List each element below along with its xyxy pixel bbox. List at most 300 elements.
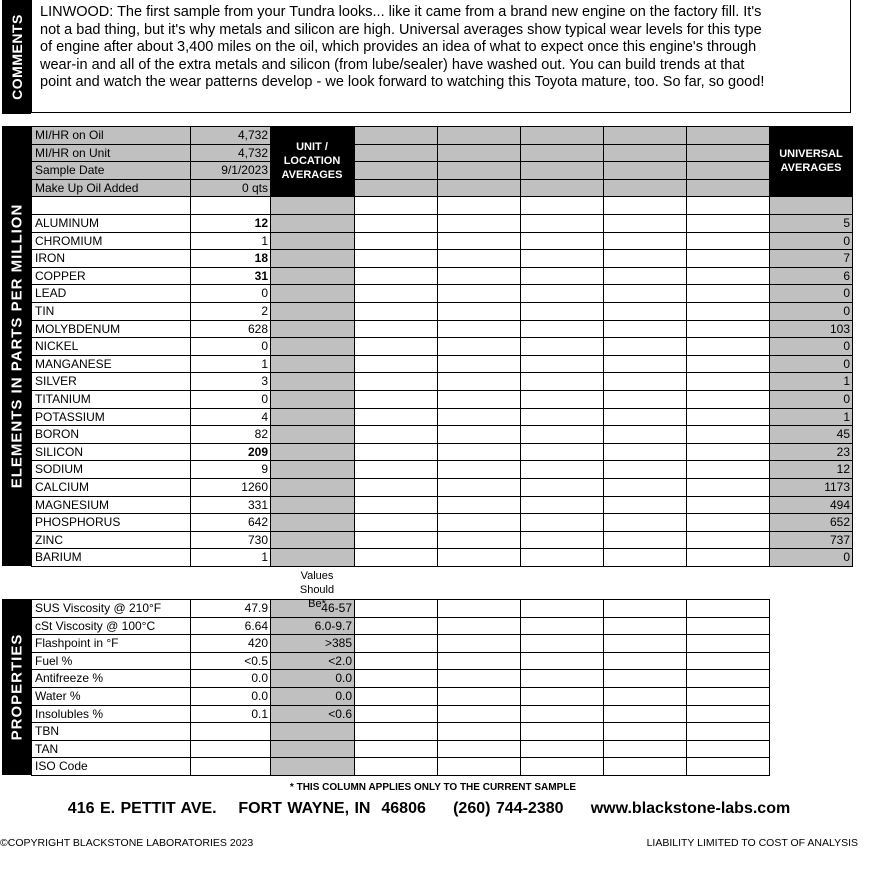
history-cell xyxy=(520,126,604,145)
history-cell xyxy=(686,548,770,567)
footnote: * THIS COLUMN APPLIES ONLY TO THE CURRENT SAMPLE xyxy=(289,782,577,793)
unit-average-cell xyxy=(270,320,355,339)
element-name: ZINC xyxy=(31,531,191,550)
property-should-be: >385 xyxy=(270,634,355,653)
history-cell xyxy=(686,249,770,268)
history-cell xyxy=(686,232,770,251)
element-value: 12 xyxy=(190,214,271,233)
history-cell xyxy=(437,496,521,515)
history-cell xyxy=(437,372,521,391)
element-name: BARIUM xyxy=(31,548,191,567)
history-cell xyxy=(520,390,604,409)
universal-average-value: 737 xyxy=(769,531,853,550)
history-cell xyxy=(437,531,521,550)
history-cell xyxy=(520,687,604,706)
element-name: NICKEL xyxy=(31,337,191,356)
header-row-label: MI/HR on Unit xyxy=(31,144,191,163)
blank-row-cell xyxy=(190,196,271,215)
history-cell xyxy=(686,687,770,706)
history-cell xyxy=(437,390,521,409)
element-name: POTASSIUM xyxy=(31,408,191,427)
history-cell xyxy=(603,161,687,180)
property-name: ISO Code xyxy=(31,757,191,776)
history-cell xyxy=(686,284,770,303)
element-value: 82 xyxy=(190,425,271,444)
history-cell xyxy=(354,232,438,251)
history-cell xyxy=(354,214,438,233)
history-cell xyxy=(354,249,438,268)
history-cell xyxy=(603,337,687,356)
unit-average-cell xyxy=(270,355,355,374)
element-name: MOLYBDENUM xyxy=(31,320,191,339)
element-value: 2 xyxy=(190,302,271,321)
history-cell xyxy=(603,460,687,479)
history-cell xyxy=(686,496,770,515)
history-cell xyxy=(520,320,604,339)
history-cell xyxy=(354,513,438,532)
unit-average-cell xyxy=(270,267,355,286)
history-cell xyxy=(603,302,687,321)
unit-average-cell xyxy=(270,337,355,356)
history-cell xyxy=(686,425,770,444)
history-cell xyxy=(520,249,604,268)
history-cell xyxy=(520,740,604,759)
history-cell xyxy=(354,757,438,776)
history-cell xyxy=(520,460,604,479)
unit-average-cell xyxy=(270,302,355,321)
history-cell xyxy=(686,478,770,497)
universal-average-value: 0 xyxy=(769,390,853,409)
history-cell xyxy=(354,355,438,374)
element-value: 209 xyxy=(190,443,271,462)
history-cell xyxy=(354,634,438,653)
unit-average-cell xyxy=(270,249,355,268)
element-value: 331 xyxy=(190,496,271,515)
history-cell xyxy=(520,496,604,515)
history-cell xyxy=(603,705,687,724)
property-should-be: <0.6 xyxy=(270,705,355,724)
history-cell xyxy=(437,284,521,303)
history-cell xyxy=(603,284,687,303)
history-cell xyxy=(686,705,770,724)
history-cell xyxy=(686,267,770,286)
history-cell xyxy=(603,634,687,653)
unit-average-cell xyxy=(270,214,355,233)
properties-side-label: PROPERTIES xyxy=(2,599,31,775)
history-cell xyxy=(437,196,521,215)
history-cell xyxy=(354,126,438,145)
history-cell xyxy=(686,740,770,759)
history-cell xyxy=(603,372,687,391)
history-cell xyxy=(354,740,438,759)
property-name: Fuel % xyxy=(31,652,191,671)
property-should-be: 0.0 xyxy=(270,669,355,688)
history-cell xyxy=(354,443,438,462)
history-cell xyxy=(603,513,687,532)
element-value: 4 xyxy=(190,408,271,427)
history-cell xyxy=(354,669,438,688)
history-cell xyxy=(437,126,521,145)
property-name: TAN xyxy=(31,740,191,759)
history-cell xyxy=(520,161,604,180)
property-value: 420 xyxy=(190,634,271,653)
header-row-value: 9/1/2023 xyxy=(190,161,271,180)
history-cell xyxy=(520,599,604,618)
property-name: TBN xyxy=(31,722,191,741)
history-cell xyxy=(520,478,604,497)
history-cell xyxy=(437,337,521,356)
history-cell xyxy=(437,408,521,427)
universal-average-value: 0 xyxy=(769,548,853,567)
element-value: 18 xyxy=(190,249,271,268)
unit-average-cell xyxy=(270,548,355,567)
history-cell xyxy=(603,652,687,671)
copyright: ©COPYRIGHT BLACKSTONE LABORATORIES 2023 xyxy=(0,837,254,849)
history-cell xyxy=(603,425,687,444)
property-should-be: <2.0 xyxy=(270,652,355,671)
property-value: 0.0 xyxy=(190,687,271,706)
history-cell xyxy=(354,284,438,303)
history-cell xyxy=(520,337,604,356)
history-cell xyxy=(686,669,770,688)
unit-average-cell xyxy=(270,284,355,303)
element-name: SILVER xyxy=(31,372,191,391)
history-cell xyxy=(603,267,687,286)
history-cell xyxy=(686,634,770,653)
universal-average-value: 652 xyxy=(769,513,853,532)
history-cell xyxy=(437,652,521,671)
history-cell xyxy=(437,214,521,233)
history-cell xyxy=(520,548,604,567)
unit-average-cell xyxy=(270,408,355,427)
history-cell xyxy=(603,740,687,759)
element-value: 0 xyxy=(190,337,271,356)
universal-average-value: 0 xyxy=(769,284,853,303)
history-cell xyxy=(520,634,604,653)
universal-average-value: 0 xyxy=(769,302,853,321)
history-cell xyxy=(686,196,770,215)
property-value: 6.64 xyxy=(190,617,271,636)
element-name: SODIUM xyxy=(31,460,191,479)
unit-average-cell xyxy=(270,513,355,532)
header-row-value: 4,732 xyxy=(190,126,271,145)
element-value: 730 xyxy=(190,531,271,550)
history-cell xyxy=(437,617,521,636)
property-value: 0.0 xyxy=(190,669,271,688)
history-cell xyxy=(686,460,770,479)
history-cell xyxy=(520,669,604,688)
history-cell xyxy=(437,687,521,706)
history-cell xyxy=(437,513,521,532)
history-cell xyxy=(354,144,438,163)
universal-average-value: 1 xyxy=(769,372,853,391)
history-cell xyxy=(520,267,604,286)
history-cell xyxy=(520,196,604,215)
header-row-value: 0 qts xyxy=(190,179,271,198)
universal-average-value: 7 xyxy=(769,249,853,268)
unit-average-cell xyxy=(270,443,355,462)
history-cell xyxy=(437,722,521,741)
history-cell xyxy=(354,320,438,339)
history-cell xyxy=(354,652,438,671)
liability-note: LIABILITY LIMITED TO COST OF ANALYSIS xyxy=(646,837,858,849)
history-cell xyxy=(603,249,687,268)
element-value: 31 xyxy=(190,267,271,286)
history-cell xyxy=(603,496,687,515)
property-should-be: 0.0 xyxy=(270,687,355,706)
element-name: COPPER xyxy=(31,267,191,286)
blank-row-cell xyxy=(31,196,191,215)
history-cell xyxy=(686,144,770,163)
unit-average-cell xyxy=(270,425,355,444)
history-cell xyxy=(354,548,438,567)
history-cell xyxy=(686,722,770,741)
history-cell xyxy=(520,757,604,776)
property-should-be: 6.0-9.7 xyxy=(270,617,355,636)
property-value: 47.9 xyxy=(190,599,271,618)
history-cell xyxy=(603,179,687,198)
unit-average-cell xyxy=(270,496,355,515)
history-cell xyxy=(354,460,438,479)
blank-row-cell xyxy=(270,196,355,215)
history-cell xyxy=(354,267,438,286)
history-cell xyxy=(686,337,770,356)
history-cell xyxy=(354,302,438,321)
history-cell xyxy=(437,443,521,462)
history-cell xyxy=(520,652,604,671)
history-cell xyxy=(520,302,604,321)
history-cell xyxy=(686,599,770,618)
history-cell xyxy=(354,425,438,444)
element-value: 9 xyxy=(190,460,271,479)
history-cell xyxy=(437,634,521,653)
element-name: CHROMIUM xyxy=(31,232,191,251)
history-cell xyxy=(354,161,438,180)
element-name: SILICON xyxy=(31,443,191,462)
header-row-label: Sample Date xyxy=(31,161,191,180)
history-cell xyxy=(603,531,687,550)
element-value: 0 xyxy=(190,390,271,409)
unit-average-cell xyxy=(270,372,355,391)
history-cell xyxy=(520,179,604,198)
property-name: Water % xyxy=(31,687,191,706)
history-cell xyxy=(686,652,770,671)
universal-average-value: 0 xyxy=(769,232,853,251)
history-cell xyxy=(437,757,521,776)
history-cell xyxy=(686,513,770,532)
element-name: TITANIUM xyxy=(31,390,191,409)
unit-average-cell xyxy=(270,460,355,479)
history-cell xyxy=(354,496,438,515)
history-cell xyxy=(354,705,438,724)
history-cell xyxy=(437,249,521,268)
universal-average-value: 6 xyxy=(769,267,853,286)
history-cell xyxy=(686,302,770,321)
history-cell xyxy=(520,355,604,374)
property-should-be: 46-57 xyxy=(270,599,355,618)
history-cell xyxy=(686,531,770,550)
universal-average-value: 1 xyxy=(769,408,853,427)
history-cell xyxy=(437,599,521,618)
history-cell xyxy=(686,443,770,462)
history-cell xyxy=(603,599,687,618)
element-name: MAGNESIUM xyxy=(31,496,191,515)
element-value: 642 xyxy=(190,513,271,532)
property-should-be xyxy=(270,740,355,759)
history-cell xyxy=(603,478,687,497)
history-cell xyxy=(354,722,438,741)
history-cell xyxy=(520,214,604,233)
history-cell xyxy=(686,372,770,391)
history-cell xyxy=(603,687,687,706)
history-cell xyxy=(520,531,604,550)
history-cell xyxy=(354,372,438,391)
element-name: BORON xyxy=(31,425,191,444)
history-cell xyxy=(603,214,687,233)
history-cell xyxy=(520,232,604,251)
history-cell xyxy=(603,232,687,251)
history-cell xyxy=(686,408,770,427)
universal-average-value: 23 xyxy=(769,443,853,462)
universal-average-value: 494 xyxy=(769,496,853,515)
history-cell xyxy=(520,443,604,462)
universal-average-value: 45 xyxy=(769,425,853,444)
history-cell xyxy=(520,425,604,444)
history-cell xyxy=(686,390,770,409)
property-value: <0.5 xyxy=(190,652,271,671)
history-cell xyxy=(603,669,687,688)
element-value: 0 xyxy=(190,284,271,303)
history-cell xyxy=(603,320,687,339)
property-name: cSt Viscosity @ 100°C xyxy=(31,617,191,636)
history-cell xyxy=(686,126,770,145)
history-cell xyxy=(520,705,604,724)
element-value: 1 xyxy=(190,548,271,567)
property-value xyxy=(190,757,271,776)
history-cell xyxy=(686,214,770,233)
element-value: 1 xyxy=(190,355,271,374)
element-name: MANGANESE xyxy=(31,355,191,374)
unit-average-cell xyxy=(270,390,355,409)
history-cell xyxy=(354,687,438,706)
unit-average-cell xyxy=(270,531,355,550)
history-cell xyxy=(686,617,770,636)
history-cell xyxy=(603,196,687,215)
universal-average-value: 5 xyxy=(769,214,853,233)
history-cell xyxy=(437,320,521,339)
elements-side-label: ELEMENTS IN PARTS PER MILLION xyxy=(2,126,31,566)
history-cell xyxy=(354,337,438,356)
history-cell xyxy=(520,617,604,636)
element-value: 1260 xyxy=(190,478,271,497)
history-cell xyxy=(437,478,521,497)
element-name: IRON xyxy=(31,249,191,268)
history-cell xyxy=(437,705,521,724)
element-name: CALCIUM xyxy=(31,478,191,497)
history-cell xyxy=(354,478,438,497)
property-should-be xyxy=(270,722,355,741)
history-cell xyxy=(437,302,521,321)
history-cell xyxy=(520,284,604,303)
blank-row-cell xyxy=(769,196,853,215)
history-cell xyxy=(437,232,521,251)
history-cell xyxy=(437,740,521,759)
history-cell xyxy=(603,617,687,636)
history-cell xyxy=(437,425,521,444)
history-cell xyxy=(520,144,604,163)
header-row-label: Make Up Oil Added xyxy=(31,179,191,198)
history-cell xyxy=(520,722,604,741)
property-value xyxy=(190,740,271,759)
history-cell xyxy=(437,179,521,198)
history-cell xyxy=(520,372,604,391)
comments-side-label: COMMENTS xyxy=(2,0,31,114)
history-cell xyxy=(686,179,770,198)
universal-average-value: 0 xyxy=(769,355,853,374)
universal-average-value: 1173 xyxy=(769,478,853,497)
history-cell xyxy=(686,320,770,339)
element-name: TIN xyxy=(31,302,191,321)
element-value: 628 xyxy=(190,320,271,339)
history-cell xyxy=(603,548,687,567)
history-cell xyxy=(437,460,521,479)
history-cell xyxy=(437,267,521,286)
history-cell xyxy=(520,513,604,532)
property-should-be xyxy=(270,757,355,776)
property-name: SUS Viscosity @ 210°F xyxy=(31,599,191,618)
history-cell xyxy=(437,144,521,163)
history-cell xyxy=(520,408,604,427)
history-cell xyxy=(354,617,438,636)
property-value: 0.1 xyxy=(190,705,271,724)
history-cell xyxy=(603,126,687,145)
values-should-be-header: Values Should Be* xyxy=(299,570,335,610)
unit-average-cell xyxy=(270,232,355,251)
history-cell xyxy=(686,161,770,180)
history-cell xyxy=(354,196,438,215)
history-cell xyxy=(437,669,521,688)
unit-location-averages-header: UNIT / LOCATION AVERAGES xyxy=(270,126,354,196)
history-cell xyxy=(354,531,438,550)
history-cell xyxy=(603,722,687,741)
element-name: ALUMINUM xyxy=(31,214,191,233)
property-value xyxy=(190,722,271,741)
history-cell xyxy=(354,390,438,409)
element-value: 1 xyxy=(190,232,271,251)
history-cell xyxy=(686,757,770,776)
history-cell xyxy=(603,355,687,374)
universal-average-value: 103 xyxy=(769,320,853,339)
history-cell xyxy=(354,408,438,427)
header-row-value: 4,732 xyxy=(190,144,271,163)
history-cell xyxy=(603,390,687,409)
history-cell xyxy=(437,161,521,180)
history-cell xyxy=(354,179,438,198)
history-cell xyxy=(603,443,687,462)
history-cell xyxy=(603,408,687,427)
property-name: Insolubles % xyxy=(31,705,191,724)
history-cell xyxy=(603,757,687,776)
property-name: Flashpoint in °F xyxy=(31,634,191,653)
history-cell xyxy=(437,355,521,374)
universal-averages-header: UNIVERSAL AVERAGES xyxy=(769,126,853,196)
history-cell xyxy=(603,144,687,163)
property-name: Antifreeze % xyxy=(31,669,191,688)
element-name: PHOSPHORUS xyxy=(31,513,191,532)
unit-average-cell xyxy=(270,478,355,497)
universal-average-value: 12 xyxy=(769,460,853,479)
universal-average-value: 0 xyxy=(769,337,853,356)
